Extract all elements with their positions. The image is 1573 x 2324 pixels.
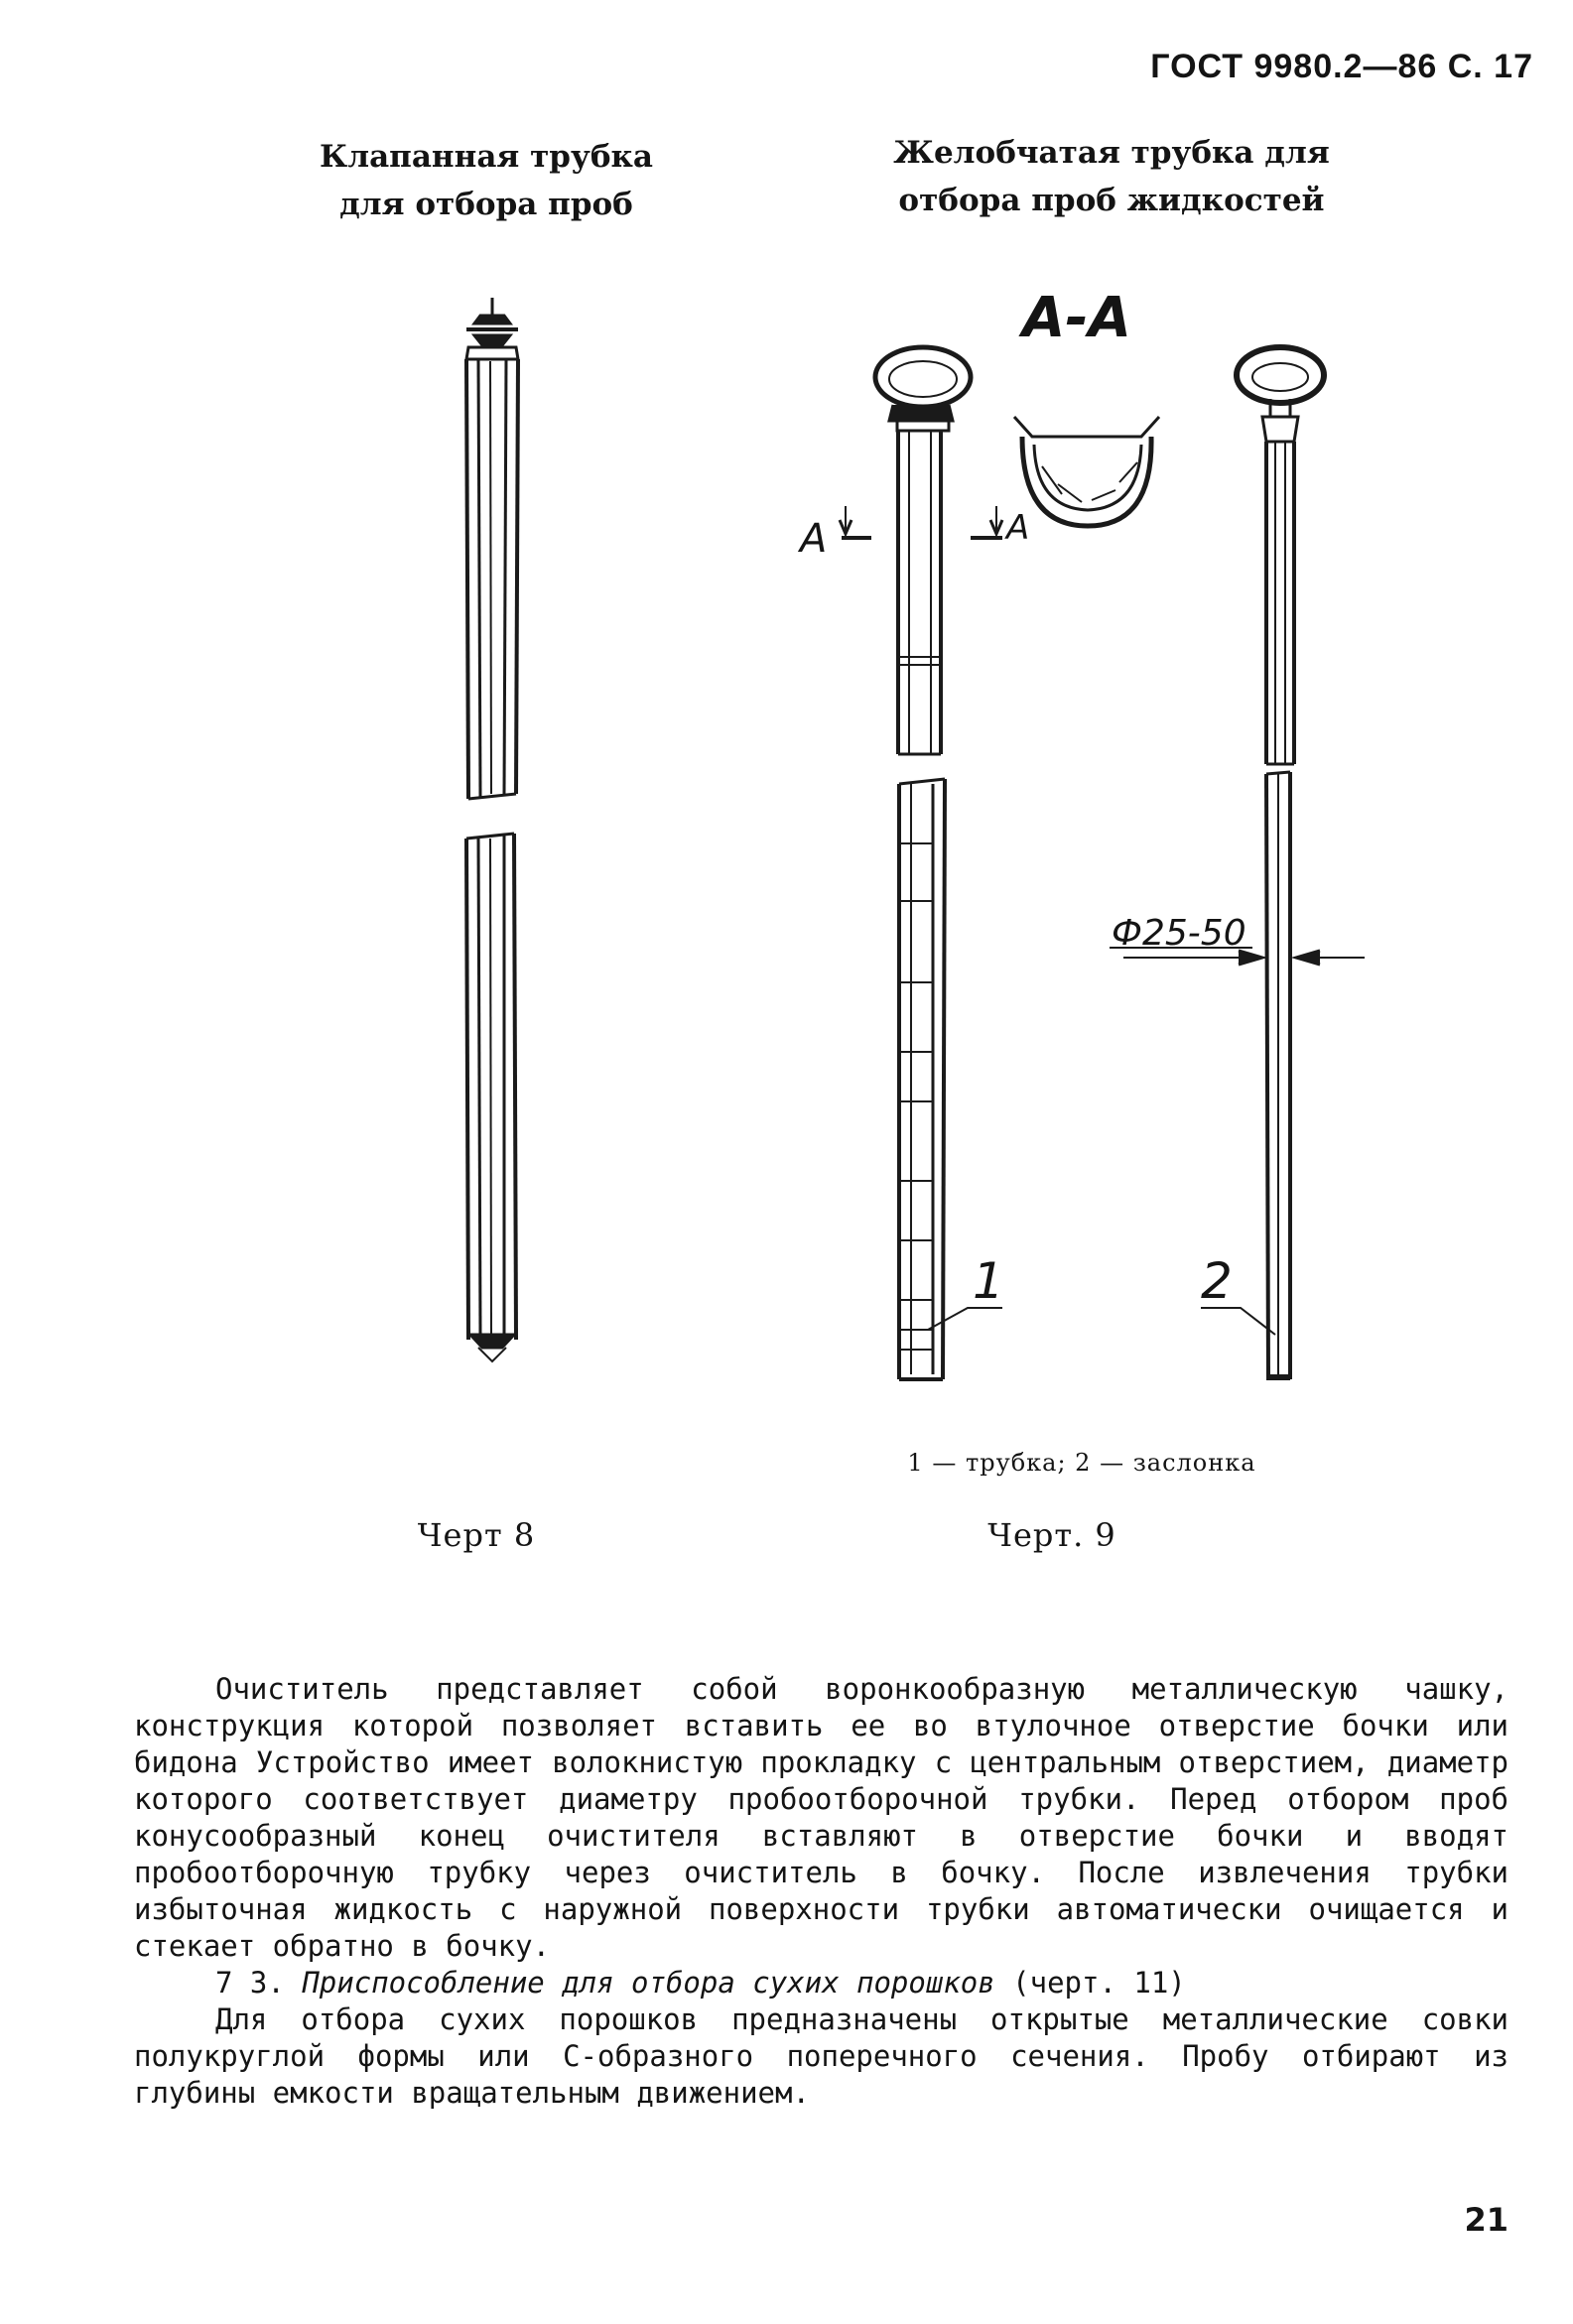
section-number: 7 3. bbox=[215, 1966, 285, 2000]
figure8-caption-line2: для отбора проб bbox=[339, 187, 633, 222]
document-header: ГОСТ 9980.2—86 С. 17 bbox=[1150, 48, 1533, 85]
figure9-caption-line1: Желобчатая трубка для bbox=[893, 135, 1330, 171]
figure8-caption-line1: Клапанная трубка bbox=[320, 139, 653, 175]
section-marker-right: А bbox=[1006, 508, 1030, 548]
callout-1: 1 bbox=[973, 1252, 1004, 1310]
section-heading bbox=[134, 1965, 1508, 2001]
figure9-legend: 1 — трубка; 2 — заслонка bbox=[907, 1449, 1256, 1477]
figure9-label: Черт. 9 bbox=[987, 1516, 1116, 1554]
diameter-label: Ф25-50 bbox=[1112, 913, 1246, 954]
body-text bbox=[134, 1671, 1508, 2112]
figure8-label: Черт 8 bbox=[417, 1516, 536, 1554]
section-title: А-А bbox=[1022, 286, 1131, 350]
callout-2: 2 bbox=[1201, 1252, 1233, 1310]
section-aa-drawing bbox=[1014, 417, 1159, 526]
valve-tube-drawing bbox=[466, 298, 518, 1361]
figure9-caption-line2: отбора проб жидкостей bbox=[898, 183, 1325, 218]
paragraph-1: Очиститель представляет собой воронкообразную металлическую чашку, конструкция которой позволяет вставить ее во втулочное отверстие бочки или бидона Устройство имеет волокнистую прокладку с центральным отверстием, диаметр которого соответствует диаметру пробоотборочной трубки. Перед отбором проб конусообразный конец очистителя вставляют в отверстие бочки и вводят пробоотборочную трубку через очиститель в бочку. После извлечения трубки избыточная жидкость с наружной поверхности трубки автоматически очищается и стекает обратно в бочку. bbox=[134, 1672, 1508, 1963]
page-number: 21 bbox=[1464, 2201, 1508, 2239]
section-marker-left: А bbox=[800, 516, 828, 562]
section-reference: (черт. 11) bbox=[1012, 1966, 1186, 2000]
paragraph-2: Для отбора сухих порошков предназначены открытые металлические совки полукруглой формы или С-образного поперечного сечения. Пробу отбирают из глубины емкости вращательным движением. bbox=[134, 2002, 1508, 2110]
grooved-tube-drawing bbox=[840, 347, 1002, 1379]
section-title-text: Приспособление для отбора сухих порошков bbox=[302, 1966, 995, 2000]
shutter-tube-drawing bbox=[1110, 347, 1365, 1379]
